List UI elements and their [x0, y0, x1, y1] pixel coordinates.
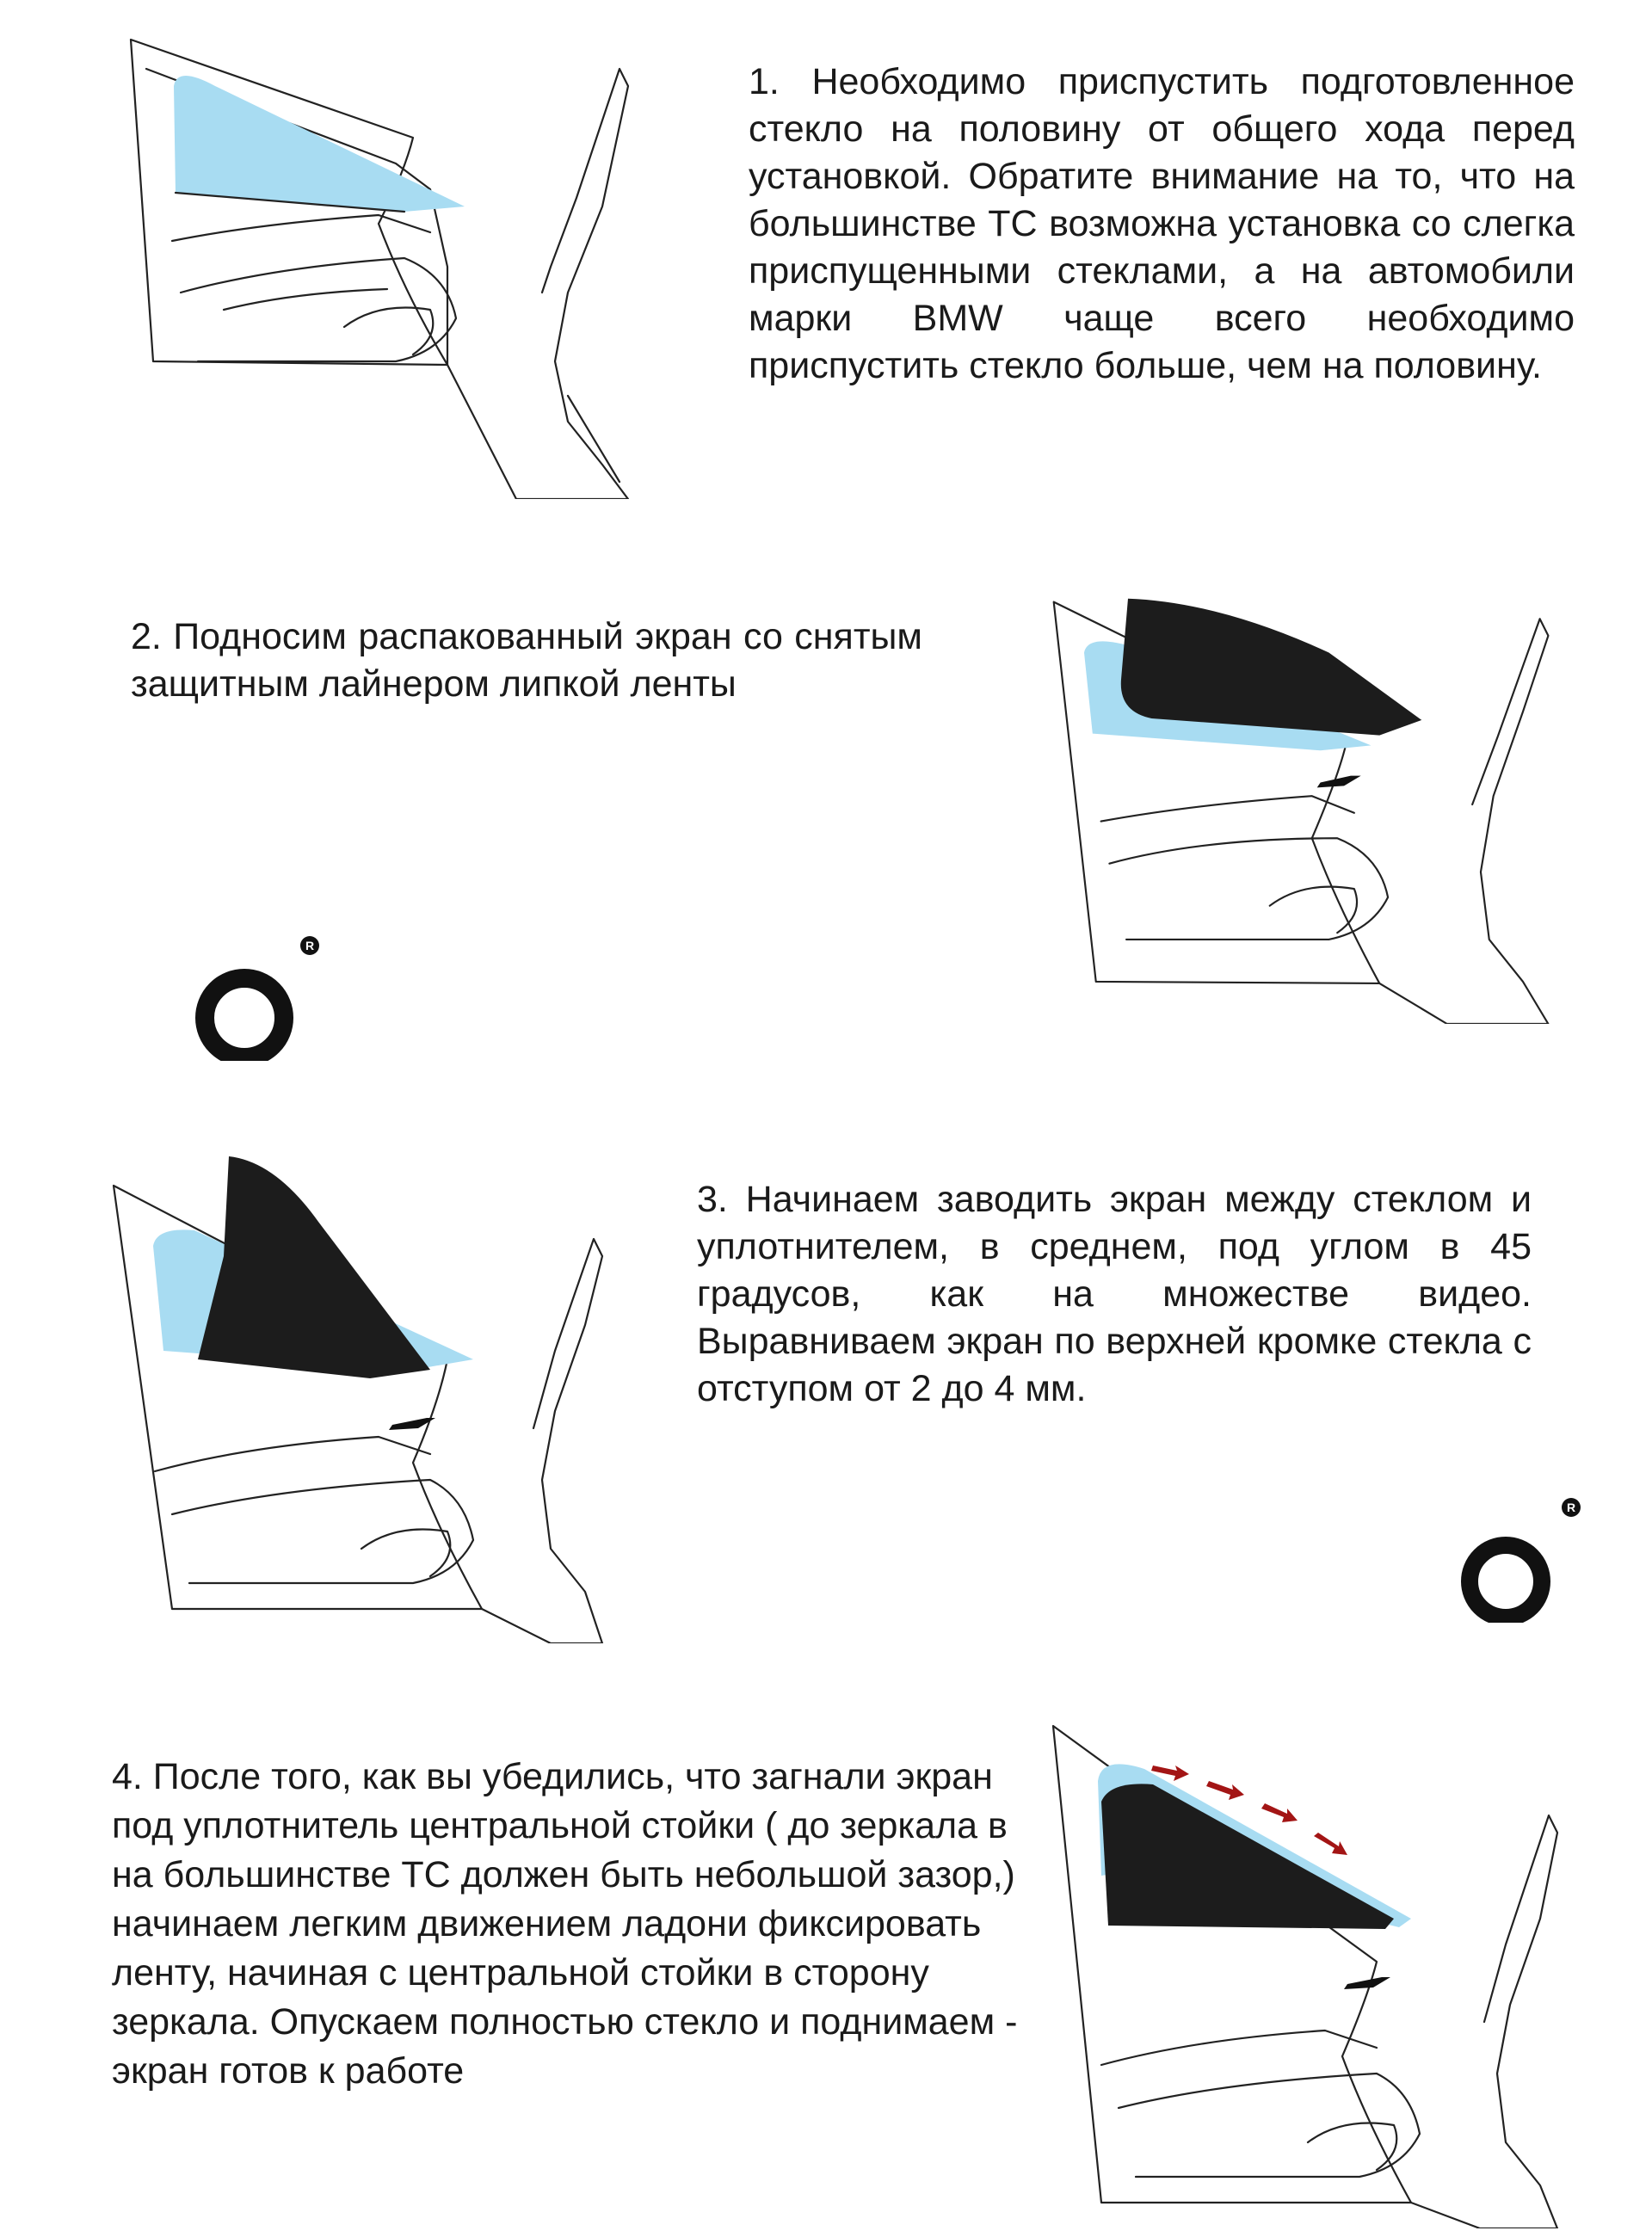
brand-logo: [194, 932, 324, 1061]
step-1-instruction: 1. Необходимо приспустить подготовленное стекло на половину от общего хода перед установкой. Обратите внимание на то, что на большинстве ТС возможна установка со слегка приспущенными стеклами, а на автомобили марки BMW чаще всего необходимо приспустить стекло больше, чем на половину.: [749, 61, 1575, 386]
svg-text:R: R: [1566, 1501, 1576, 1514]
brand-logo: [1461, 1494, 1590, 1623]
door-illustration-step-2: [1050, 585, 1557, 1024]
svg-text:R: R: [305, 939, 315, 952]
door-illustration-step-3: [103, 1144, 620, 1643]
step-4-instruction: 4. После того, как вы убедились, что загнали экран под уплотнитель центральной стойки ( до зеркала в на большинстве ТС должен быть небольшой зазор,) начинаем легким движением ладони фиксировать ленту, начиная с центральной стойки в сторону зеркала. Опускаем полностью стекло и поднимаем - экран готов к работе: [112, 1756, 1018, 2092]
step-2-instruction: 2. Подносим распакованный экран со снятым защитным лайнером липкой ленты: [131, 616, 922, 705]
step-3-instruction: 3. Начинаем заводить экран между стеклом и уплотнителем, в среднем, под углом в 45 градусов, как на множестве видео. Выравниваем экран по верхней кромке стекла с отступом от 2 до 4 мм.: [697, 1179, 1532, 1409]
door-illustration-step-1: [120, 34, 637, 499]
door-illustration-step-4: [1050, 1721, 1566, 2228]
